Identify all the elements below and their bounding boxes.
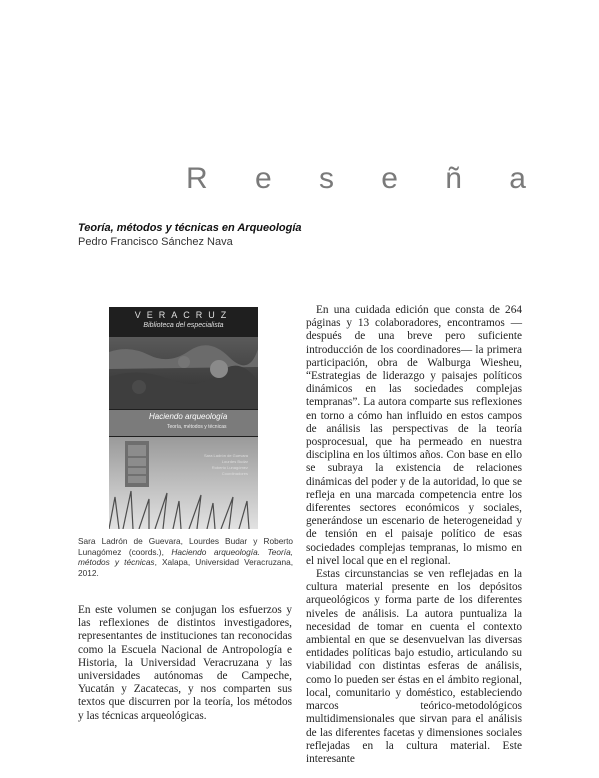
cover-editor: Sara Ladrón de Guevara: [203, 453, 248, 458]
section-letter: R: [186, 162, 208, 195]
image-caption: [78, 536, 293, 578]
section-letter: ñ: [445, 162, 462, 195]
caption-book-title: Haciendo arqueología. Teoría, métodos y técnicas: [78, 546, 293, 568]
cover-editor: Lourdes Budar: [221, 459, 248, 464]
caption-publisher: , Xalapa, Universidad Veracruzana, 2012.: [78, 557, 293, 578]
section-letter: s: [318, 162, 334, 195]
cover-editor: Roberto Lunagómez: [211, 465, 248, 470]
section-letter: e: [381, 162, 398, 195]
body-paragraph: Estas circunstancias se ven reflejadas en la cultura material presente en los depósitos arqueológicos y forma parte de los diferentes niveles de análisis. La autora puntualiza la necesidad de tomar en cuenta el contexto ambiental en que se desenvuelvan las diversas entidades políticas bajo estudio, articulando su viabilidad con distintas esferas de análisis, como lo pueden ser éstas en el ámbito regional, local, comunitario y doméstico, estableciendo marcos teórico-metodológicos multidimensionales que sirvan para el análisis de las diferentes facetas y dimensiones sociales reflejadas en la cultura material. Este interesante: [306, 568, 522, 765]
body-paragraph: En una cuidada edición que consta de 264 páginas y 13 colaboradores, encontramos —después de una breve pero suficiente introducción de los coordinadores— la primera participación, obra de Walburga Wiesheu, “Estrategias de liderazgo y paisajes políticos dinámicos en las sociedades complejas tempranas”. La autora comparte sus reflexiones en torno a cómo han influido en estos campos de análisis las perspectivas de la teoría posprocesual, que ha permeado en nuestra disciplina en los últimos años. Con base en ello se subraya la existencia de relaciones dinámicas del poder y de la autoridad, lo que se refleja en una marcada competencia entre los diferentes sectores económicos y sociales, generándose un escenario de heterogeneidad y de tensión en el paisaje político de esas sociedades complejas tempranas, lo mismo en el nivel local que en el regional.: [306, 304, 522, 567]
cover-series-subtitle: Biblioteca del especialista: [143, 322, 224, 329]
article-author: Pedro Francisco Sánchez Nava: [78, 236, 233, 248]
caption-authors: Sara Ladrón de Guevara, Lourdes Budar y Roberto Lunagómez (coords.),: [78, 536, 293, 557]
cover-editors: [204, 453, 248, 477]
body-paragraph: En este volumen se conjugan los esfuerzos y las reflexiones de distintos investigadores, representantes de instituciones tan reconocidas como la Escuela Nacional de Antropología e Historia, la Universidad Veracruzana y las universidades autónomas de Campeche, Yucatán y Zacatecas, y nos comparten sus textos que discurren por la teoría, los métodos y las técnicas arqueológicas.: [78, 604, 292, 722]
cover-editor: Coordinadores: [221, 471, 248, 476]
article-title: Teoría, métodos y técnicas en Arqueología: [78, 222, 302, 234]
section-heading: [186, 162, 526, 196]
section-letter: e: [254, 162, 272, 195]
body-column-right: [306, 304, 522, 766]
book-cover-image: [109, 307, 258, 529]
section-letter: a: [509, 162, 526, 195]
body-column-left: [78, 604, 292, 723]
cover-book-title: Haciendo arqueología: [149, 412, 228, 421]
cover-series-name: VERACRUZ: [134, 310, 233, 320]
cover-book-subtitle: Teoría, métodos y técnicas: [167, 424, 227, 430]
